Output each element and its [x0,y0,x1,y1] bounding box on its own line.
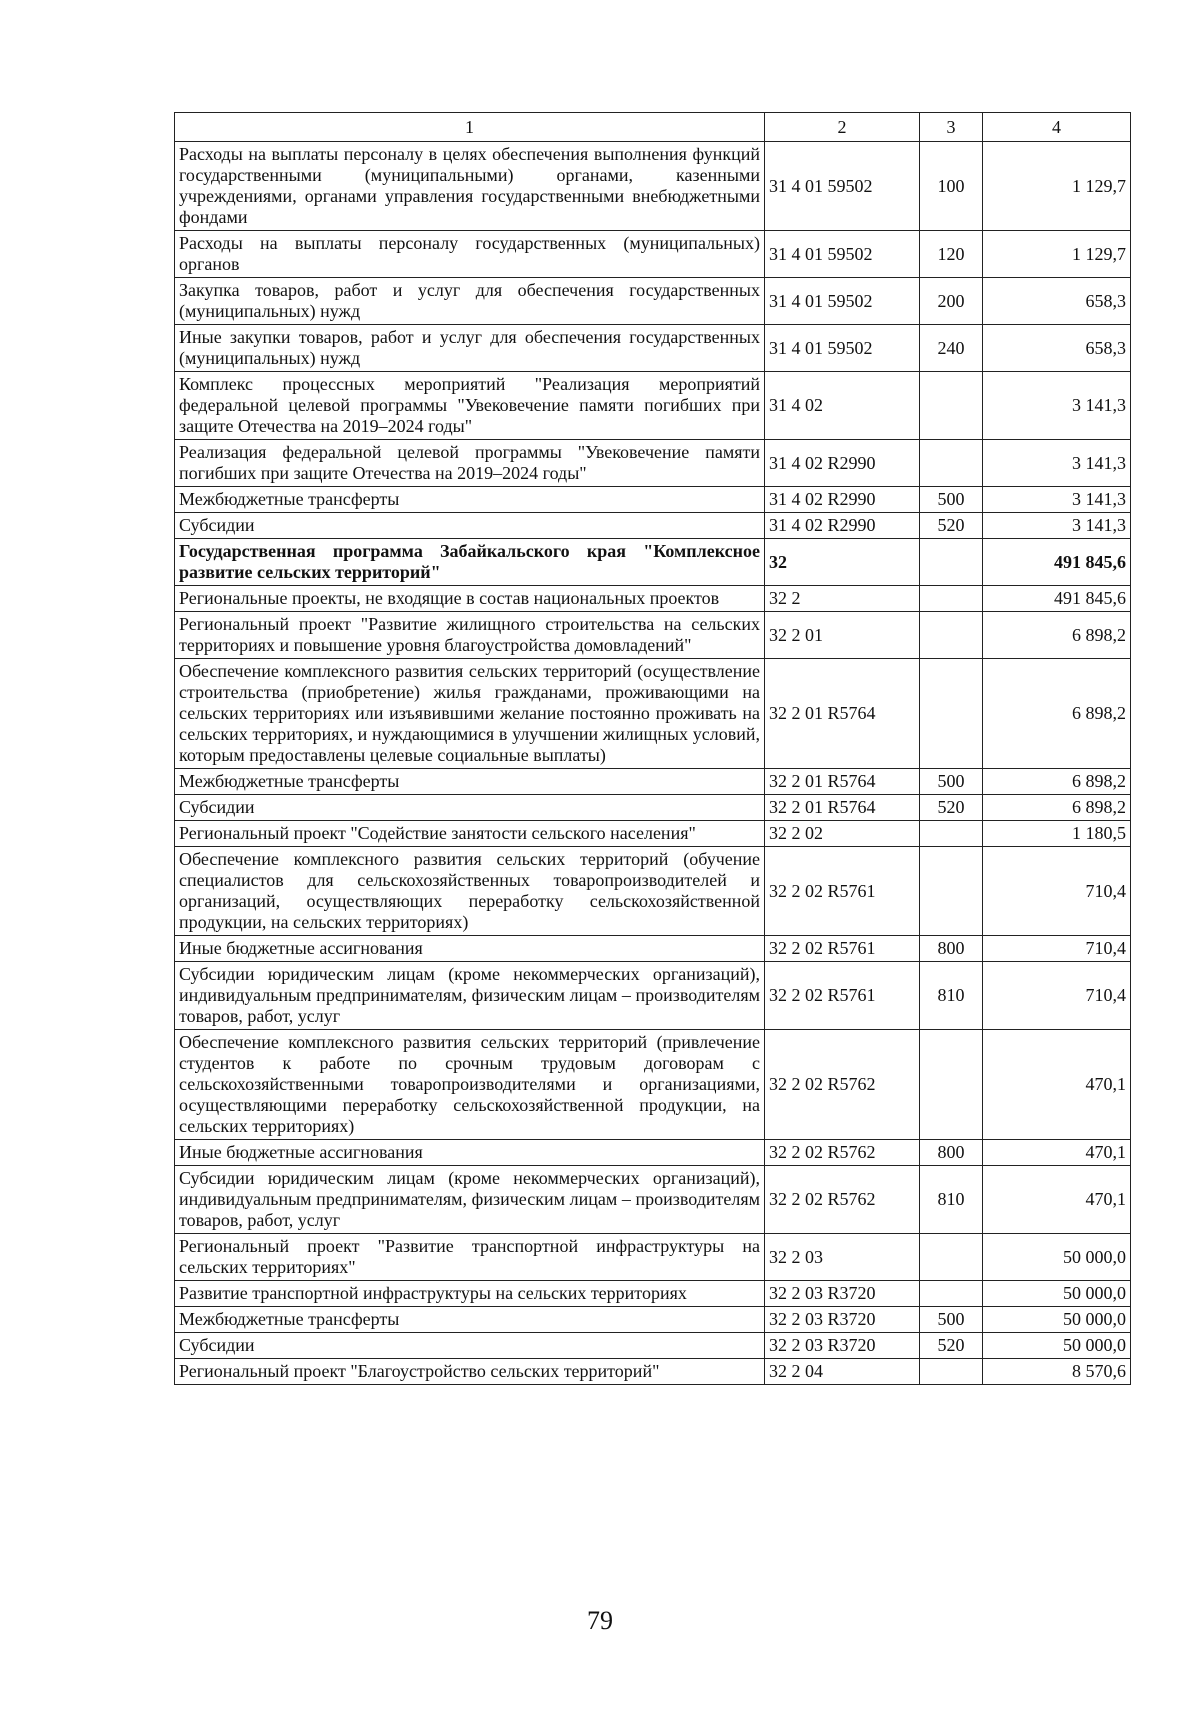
row-type-cell [920,440,983,487]
row-type-cell: 500 [920,1307,983,1333]
row-amount-cell: 710,4 [983,962,1131,1030]
row-type-cell: 520 [920,795,983,821]
row-name-cell: Региональные проекты, не входящие в состав национальных проектов [175,586,765,612]
table-row [175,795,1131,821]
row-type-cell [920,372,983,440]
row-type-cell [920,659,983,769]
row-type-cell [920,1359,983,1385]
row-code-cell: 32 2 03 R3720 [765,1333,920,1359]
header-row [175,113,1131,142]
row-code-cell: 32 2 02 [765,821,920,847]
row-name-cell: Субсидии [175,795,765,821]
row-amount-cell: 1 129,7 [983,231,1131,278]
row-code-cell: 32 2 03 R3720 [765,1281,920,1307]
page-number: 79 [587,1606,613,1635]
row-name-cell: Межбюджетные трансферты [175,769,765,795]
row-amount-cell: 1 129,7 [983,142,1131,231]
row-name-cell: Развитие транспортной инфраструктуры на сельских территориях [175,1281,765,1307]
header-cell-2: 2 [765,113,920,142]
table-row [175,487,1131,513]
table-row [175,278,1131,325]
table-row [175,847,1131,936]
table-row [175,142,1131,231]
table-row [175,539,1131,586]
row-code-cell: 32 2 04 [765,1359,920,1385]
row-type-cell: 800 [920,1140,983,1166]
row-amount-cell: 491 845,6 [983,539,1131,586]
row-code-cell: 31 4 02 [765,372,920,440]
row-amount-cell: 6 898,2 [983,769,1131,795]
row-amount-cell: 3 141,3 [983,487,1131,513]
row-code-cell: 32 2 01 R5764 [765,795,920,821]
row-code-cell: 32 2 02 R5761 [765,847,920,936]
row-code-cell: 32 2 03 R3720 [765,1307,920,1333]
row-amount-cell: 8 570,6 [983,1359,1131,1385]
table-row [175,231,1131,278]
row-name-cell: Межбюджетные трансферты [175,1307,765,1333]
row-code-cell: 31 4 01 59502 [765,231,920,278]
table-row [175,372,1131,440]
row-type-cell [920,1281,983,1307]
row-type-cell: 240 [920,325,983,372]
row-amount-cell: 6 898,2 [983,612,1131,659]
row-name-cell: Иные бюджетные ассигнования [175,936,765,962]
row-name-cell: Реализация федеральной целевой программы "Увековечение памяти погибших при защите Отечества на 2019–2024 годы" [175,440,765,487]
row-name-cell: Межбюджетные трансферты [175,487,765,513]
table-row [175,769,1131,795]
row-name-cell: Обеспечение комплексного развития сельских территорий (привлечение студентов к работе по срочным трудовым договорам с сельскохозяйственными товаропроизводителями и организациями, осуществляющими переработку сельскохозяйственной продукции, на сельских территориях) [175,1030,765,1140]
row-name-cell: Комплекс процессных мероприятий "Реализация мероприятий федеральной целевой программы "Увековечение памяти погибших при защите Отечества на 2019–2024 годы" [175,372,765,440]
row-code-cell: 32 2 02 R5762 [765,1166,920,1234]
row-name-cell: Субсидии [175,1333,765,1359]
row-code-cell: 32 2 01 R5764 [765,659,920,769]
row-type-cell [920,1234,983,1281]
row-code-cell: 32 2 01 [765,612,920,659]
table-row [175,936,1131,962]
row-amount-cell: 710,4 [983,936,1131,962]
row-code-cell: 32 2 01 R5764 [765,769,920,795]
table-row [175,659,1131,769]
row-type-cell: 500 [920,487,983,513]
row-name-cell: Региональный проект "Содействие занятости сельского населения" [175,821,765,847]
row-name-cell: Региональный проект "Развитие жилищного строительства на сельских территориях и повышение уровня благоустройства домовладений" [175,612,765,659]
row-name-cell: Закупка товаров, работ и услуг для обеспечения государственных (муниципальных) нужд [175,278,765,325]
row-amount-cell: 470,1 [983,1030,1131,1140]
row-amount-cell: 658,3 [983,278,1131,325]
table-row [175,821,1131,847]
row-type-cell: 810 [920,962,983,1030]
row-amount-cell: 491 845,6 [983,586,1131,612]
budget-table [174,112,1131,1385]
row-name-cell: Обеспечение комплексного развития сельских территорий (осуществление строительства (приобретение) жилья гражданами, проживающими на сельских территориях или изъявившими желание постоянно проживать на сельских территориях, и нуждающимися в улучшении жилищных условий, которым предоставлены целевые социальные выплаты) [175,659,765,769]
row-type-cell: 100 [920,142,983,231]
row-amount-cell: 710,4 [983,847,1131,936]
table-row [175,586,1131,612]
row-amount-cell: 6 898,2 [983,795,1131,821]
row-name-cell: Субсидии юридическим лицам (кроме некоммерческих организаций), индивидуальным предпринимателям, физическим лицам – производителям товаров, работ, услуг [175,962,765,1030]
row-code-cell: 32 2 02 R5762 [765,1030,920,1140]
table-row [175,1307,1131,1333]
row-code-cell: 32 2 02 R5762 [765,1140,920,1166]
table-row [175,1166,1131,1234]
row-code-cell: 32 [765,539,920,586]
row-amount-cell: 50 000,0 [983,1333,1131,1359]
row-type-cell: 200 [920,278,983,325]
row-amount-cell: 470,1 [983,1140,1131,1166]
row-amount-cell: 1 180,5 [983,821,1131,847]
table-row [175,1234,1131,1281]
row-code-cell: 32 2 02 R5761 [765,936,920,962]
row-code-cell: 31 4 01 59502 [765,142,920,231]
row-code-cell: 31 4 01 59502 [765,325,920,372]
table-row [175,612,1131,659]
row-amount-cell: 50 000,0 [983,1307,1131,1333]
row-name-cell: Региональный проект "Развитие транспортной инфраструктуры на сельских территориях" [175,1234,765,1281]
row-type-cell [920,1030,983,1140]
row-amount-cell: 470,1 [983,1166,1131,1234]
row-code-cell: 31 4 01 59502 [765,278,920,325]
row-type-cell: 810 [920,1166,983,1234]
table-body [175,142,1131,1385]
row-code-cell: 32 2 03 [765,1234,920,1281]
row-name-cell: Обеспечение комплексного развития сельских территорий (обучение специалистов для сельскохозяйственных товаропроизводителей и организаций, осуществляющих переработку сельскохозяйственной продукции, на сельских территориях) [175,847,765,936]
row-code-cell: 32 2 [765,586,920,612]
row-type-cell: 500 [920,769,983,795]
header-cell-3: 3 [920,113,983,142]
row-code-cell: 31 4 02 R2990 [765,440,920,487]
row-type-cell [920,847,983,936]
table-row [175,325,1131,372]
table-row [175,1030,1131,1140]
row-name-cell: Субсидии [175,513,765,539]
row-amount-cell: 3 141,3 [983,372,1131,440]
header-cell-4: 4 [983,113,1131,142]
row-amount-cell: 50 000,0 [983,1234,1131,1281]
row-name-cell: Государственная программа Забайкальского края "Комплексное развитие сельских территорий" [175,539,765,586]
table-row [175,1140,1131,1166]
row-code-cell: 31 4 02 R2990 [765,487,920,513]
row-type-cell: 120 [920,231,983,278]
row-amount-cell: 3 141,3 [983,513,1131,539]
row-name-cell: Субсидии юридическим лицам (кроме некоммерческих организаций), индивидуальным предпринимателям, физическим лицам – производителям товаров, работ, услуг [175,1166,765,1234]
row-name-cell: Региональный проект "Благоустройство сельских территорий" [175,1359,765,1385]
row-name-cell: Расходы на выплаты персоналу в целях обеспечения выполнения функций государственными (муниципальными) органами, казенными учреждениями, органами управления государственными внебюджетными фондами [175,142,765,231]
table-row [175,1281,1131,1307]
table-row [175,1333,1131,1359]
row-code-cell: 31 4 02 R2990 [765,513,920,539]
header-cell-1: 1 [175,113,765,142]
row-type-cell: 520 [920,513,983,539]
row-type-cell: 520 [920,1333,983,1359]
row-type-cell [920,612,983,659]
row-type-cell: 800 [920,936,983,962]
row-amount-cell: 6 898,2 [983,659,1131,769]
row-code-cell: 32 2 02 R5761 [765,962,920,1030]
row-name-cell: Расходы на выплаты персоналу государственных (муниципальных) органов [175,231,765,278]
table-row [175,440,1131,487]
row-type-cell [920,821,983,847]
row-name-cell: Иные бюджетные ассигнования [175,1140,765,1166]
row-amount-cell: 658,3 [983,325,1131,372]
row-amount-cell: 3 141,3 [983,440,1131,487]
row-type-cell [920,586,983,612]
table-row [175,513,1131,539]
row-type-cell [920,539,983,586]
row-name-cell: Иные закупки товаров, работ и услуг для обеспечения государственных (муниципальных) нужд [175,325,765,372]
row-amount-cell: 50 000,0 [983,1281,1131,1307]
table-row [175,1359,1131,1385]
table-row [175,962,1131,1030]
